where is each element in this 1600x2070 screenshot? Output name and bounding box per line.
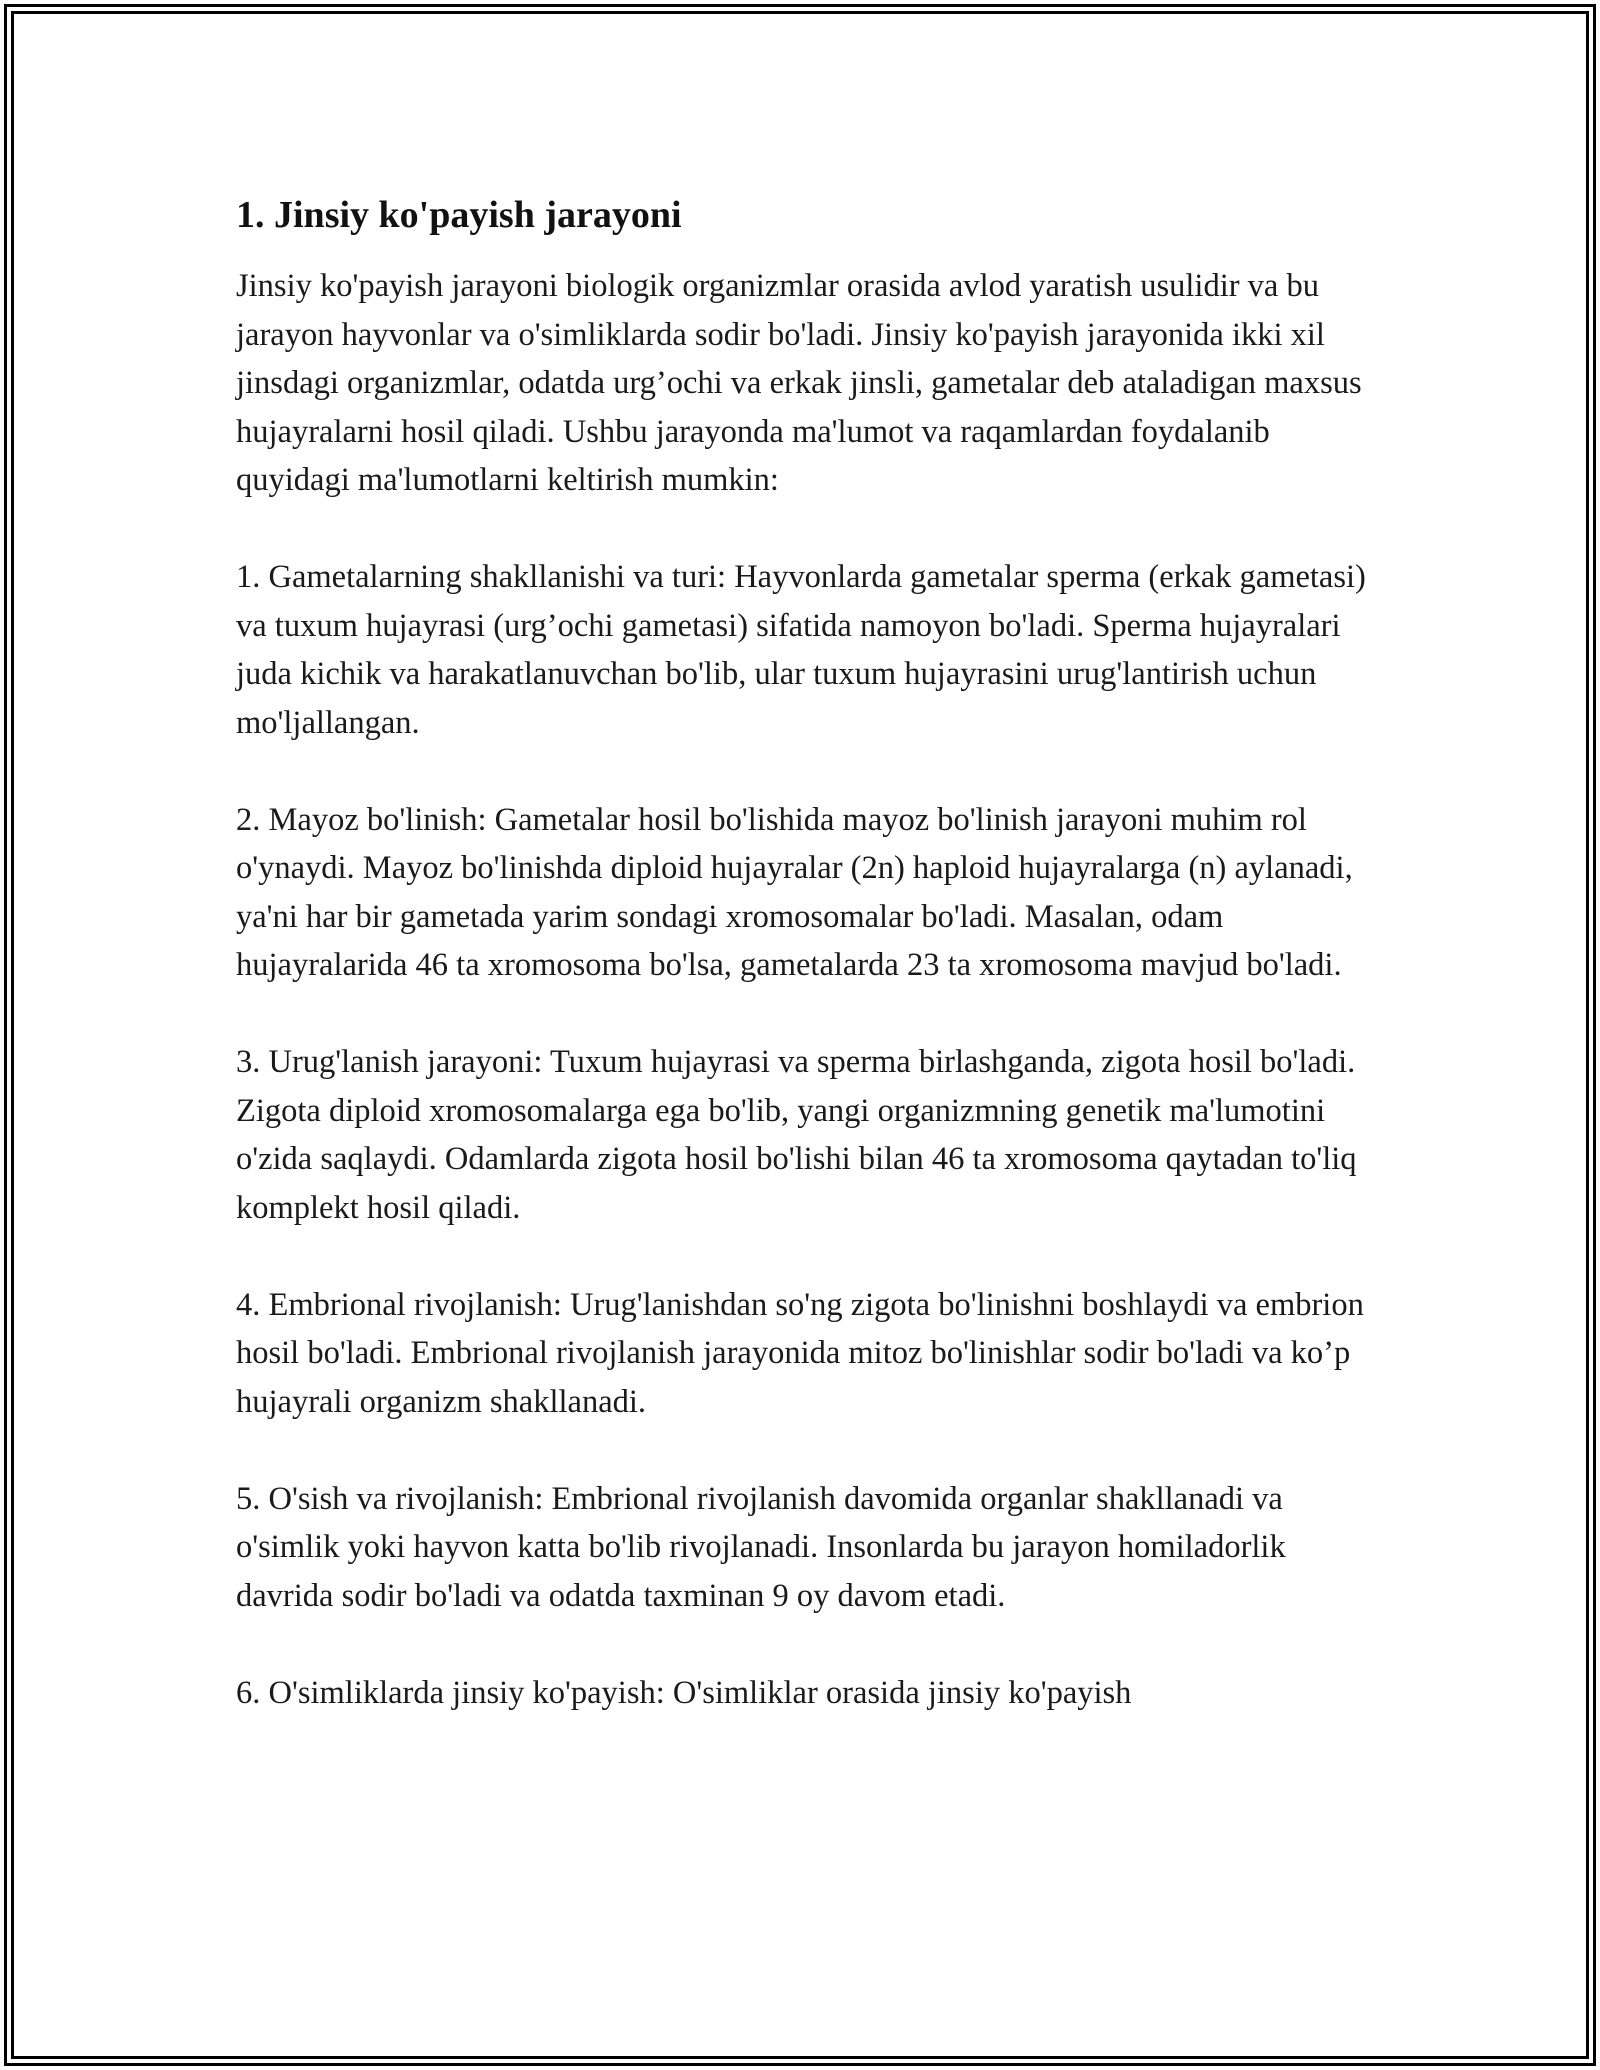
document-title: 1. Jinsiy ko'payish jarayoni (236, 194, 682, 236)
paragraph-intro: Jinsiy ko'payish jarayoni biologik organizmlar orasida avlod yaratish usulidir va bu jarayon hayvonlar va o'simliklarda sodir bo'ladi. Jinsiy ko'payish jarayonida ikki xil jinsdagi organizmlar, odatda urg’ochi va erkak jinsli, gametalar deb ataladigan maxsus hujayralarni hosil qiladi. Ushbu jarayonda ma'lumot va raqamlardan foydalanib quyidagi ma'lumotlarni keltirish mumkin: (236, 268, 1362, 498)
paragraph-gametes: 1. Gametalarning shakllanishi va turi: Hayvonlarda gametalar sperma (erkak gametasi) va tuxum hujayrasi (urg’ochi gametasi) sifatida namoyon bo'ladi. Sperma hujayralari juda kichik va harakatlanuvchan bo'lib, ular tuxum hujayrasini urug'lantirish uchun mo'ljallangan. (236, 559, 1366, 741)
paragraph-growth: 5. O'sish va rivojlanish: Embrional rivojlanish davomida organlar shakllanadi va o'simlik yoki hayvon katta bo'lib rivojlanadi. Insonlarda bu jarayon homiladorlik davrida sodir bo'ladi va odatda taxminan 9 oy davom etadi. (236, 1480, 1286, 1614)
paragraph-plants: 6. O'simliklarda jinsiy ko'payish: O'simliklar orasida jinsiy ko'payish (236, 1674, 1132, 1711)
paragraph-embryonic-development: 4. Embrional rivojlanish: Urug'lanishdan so'ng zigota bo'linishni boshlaydi va embrion hosil bo'ladi. Embrional rivojlanish jarayonida mitoz bo'linishlar sodir bo'ladi va ko’p hujayrali organizm shakllanadi. (236, 1286, 1364, 1420)
document-body (236, 190, 1376, 1717)
paragraph-fertilization: 3. Urug'lanish jarayoni: Tuxum hujayrasi va sperma birlashganda, zigota hosil bo'ladi. Zigota diploid xromosomalarga ega bo'lib, yangi organizmning genetik ma'lumotini o'zida saqlaydi. Odamlarda zigota hosil bo'lishi bilan 46 ta xromosoma qaytadan to'liq komplekt hosil qiladi. (236, 1044, 1357, 1226)
paragraph-meiosis: 2. Mayoz bo'linish: Gametalar hosil bo'lishida mayoz bo'linish jarayoni muhim rol o'ynaydi. Mayoz bo'linishda diploid hujayralar (2n) haploid hujayralarga (n) aylanadi, ya'ni har bir gametada yarim sondagi xromosomalar bo'ladi. Masalan, odam hujayralarida 46 ta xromosoma bo'lsa, gametalarda 23 ta xromosoma mavjud bo'ladi. (236, 801, 1353, 983)
